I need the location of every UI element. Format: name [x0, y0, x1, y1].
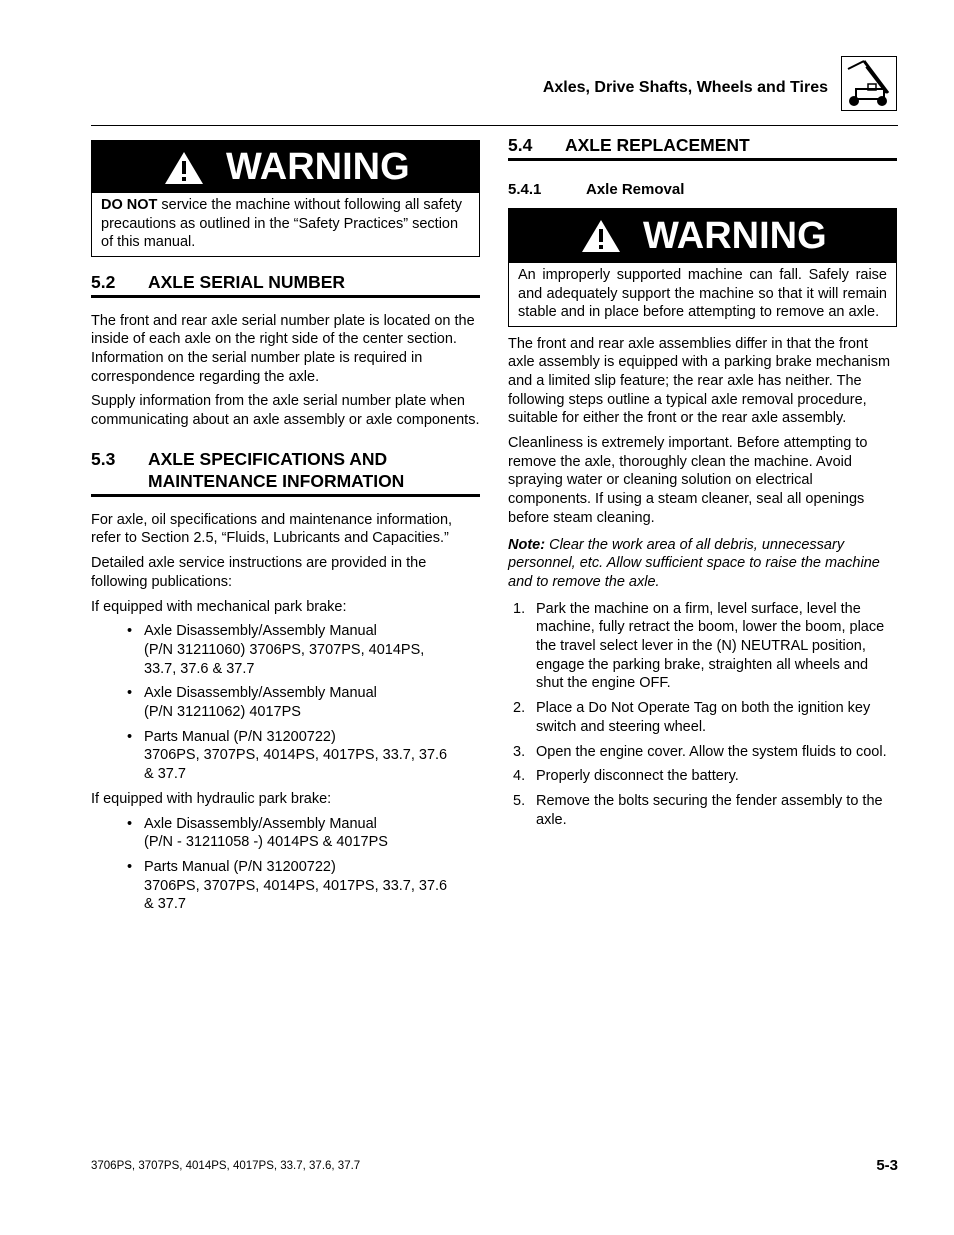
- left-column: [91, 140, 480, 920]
- paragraph: Supply information from the axle serial number plate when communicating about an axle assembly or axle components.: [91, 393, 480, 429]
- warning-box-safety: [91, 140, 480, 257]
- paragraph: The front and rear axle serial number plate is located on the inside of each axle on the right side of the center section. Information on the serial number plate is required in correspondence regarding the axle.: [91, 312, 475, 385]
- list-item: • Axle Disassembly/Assembly Manual (P/N - 31211058 -) 4014PS & 4017PS: [91, 815, 480, 852]
- list-item: • Axle Disassembly/Assembly Manual (P/N 31211060) 3706PS, 3707PS, 4014PS, 33.7, 37.6 & 37.7: [91, 622, 480, 678]
- list-item: 5. Remove the bolts securing the fender assembly to the axle.: [513, 792, 883, 828]
- telehandler-icon: [841, 56, 897, 111]
- warning-label: WARNING: [643, 215, 827, 257]
- paragraph: Detailed axle service instructions are provided in the following publications:: [91, 555, 427, 590]
- warning-body: service the machine without following all safety precautions as outlined in the “Safety Practices” section of this manual.: [101, 197, 463, 250]
- section-number: 5.3: [91, 448, 116, 469]
- hydraulic-brake-publications: [91, 815, 480, 915]
- note-label: Note:: [508, 536, 546, 553]
- section-title: AXLE SERIAL NUMBER: [148, 271, 346, 292]
- removal-steps: [508, 600, 897, 830]
- section-number: 5.4: [508, 135, 533, 155]
- warning-triangle-icon: [581, 219, 621, 253]
- warning-banner: [509, 209, 896, 263]
- section-title: [148, 448, 404, 492]
- paragraph: The front and rear axle assemblies differ in that the front axle assembly is equipped with a parking brake mechanism and a limited slip feature; the rear axle has neither. The following steps outline a typical axle removal procedure, suitable for either the front or the rear axle assembly.: [508, 335, 891, 427]
- mechanical-brake-publications: [91, 622, 480, 784]
- note-text: Clear the work area of all debris, unnecessary personnel, etc. Allow sufficient space to raise the machine and to remove the axle.: [508, 536, 880, 590]
- list-item: • Parts Manual (P/N 31200722) 3706PS, 3707PS, 4014PS, 4017PS, 33.7, 37.6 & 37.7: [91, 728, 480, 784]
- warning-text: An improperly supported machine can fall. Safely raise and adequately support the machine so that it will remain stable and in place before attempting to remove an axle.: [518, 267, 887, 320]
- list-item: 1. Park the machine on a firm, level surface, level the machine, fully retract the boom, lower the boom, place the travel select lever in the (N) NEUTRAL position, engage the parking brake, straighten all wheels and shut the engine OFF.: [513, 600, 885, 692]
- subsection-heading-5-4-1: [508, 181, 897, 198]
- paragraph: If equipped with mechanical park brake:: [91, 598, 347, 615]
- subsection-title: Axle Removal: [586, 181, 685, 198]
- section-title-line: MAINTENANCE INFORMATION: [148, 470, 405, 491]
- section-heading-5-3: [91, 448, 480, 497]
- paragraph: Cleanliness is extremely important. Before attempting to remove the axle, thoroughly clean the machine. Avoid spraying water or cleaning solution on electrical components. If using a steam cleaner, seal all openings before steam cleaning.: [508, 435, 868, 526]
- warning-label: WARNING: [226, 146, 410, 188]
- header-rule: [91, 125, 898, 126]
- footer-models: 3706PS, 3707PS, 4014PS, 4017PS, 33.7, 37.6, 37.7: [91, 1160, 361, 1172]
- running-header-title: Axles, Drive Shafts, Wheels and Tires: [542, 79, 828, 96]
- list-item: • Axle Disassembly/Assembly Manual (P/N 31211062) 4017PS: [91, 684, 480, 721]
- list-item: 2. Place a Do Not Operate Tag on both the ignition key switch and steering wheel.: [513, 700, 871, 735]
- warning-triangle-icon: [164, 151, 204, 185]
- note: [508, 536, 897, 592]
- section-number: 5.2: [91, 271, 116, 292]
- section-heading-5-4: [508, 134, 897, 161]
- list-item: 4. Properly disconnect the battery.: [513, 768, 739, 785]
- list-item: • Parts Manual (P/N 31200722) 3706PS, 3707PS, 4014PS, 4017PS, 33.7, 37.6 & 37.7: [91, 858, 480, 914]
- page-number: 5-3: [876, 1157, 898, 1174]
- warning-banner: [92, 141, 479, 193]
- section-heading-5-2: [91, 271, 480, 298]
- right-column: [508, 134, 897, 835]
- paragraph: For axle, oil specifications and maintenance information, refer to Section 2.5, “Fluids, Lubricants and Capacities.”: [91, 511, 453, 547]
- list-item: 3. Open the engine cover. Allow the system fluids to cool.: [513, 743, 887, 760]
- subsection-number: 5.4.1: [508, 181, 542, 198]
- section-title: AXLE REPLACEMENT: [565, 135, 750, 155]
- warning-box-support: [508, 208, 897, 327]
- section-title-line: AXLE SPECIFICATIONS AND: [148, 448, 388, 469]
- paragraph: If equipped with hydraulic park brake:: [91, 790, 332, 807]
- warning-text: [92, 193, 479, 256]
- warning-emphasis: DO NOT: [101, 197, 158, 213]
